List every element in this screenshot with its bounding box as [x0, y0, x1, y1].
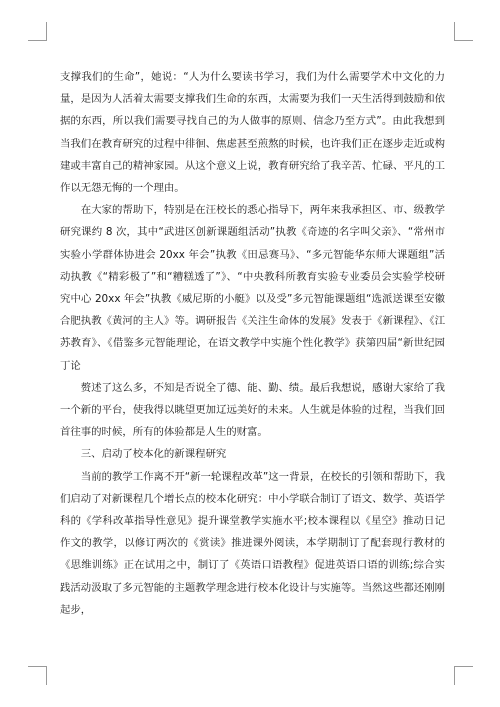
section-heading-curriculum-research: 三、启动了校本化的新课程研究: [80, 448, 227, 461]
crop-mark-bottom-right: [454, 666, 473, 685]
paragraph-curriculum-reform: 当前的教学工作离不开“新一轮课程改革”这一背景，在校长的引领和帮助下，我们启动了对新课程几个增长点的校本化研究：中小学联合制订了语文、数学、英语学科的《学科改革指导性意见》提升课堂教学实施水平;校本课程以《星空》推动日记作文的教学，以修订两次的《赏读》推进课外阅读，本学期制订了配套现行教材的《思维训练》正在试用之中，制订了《英语口语教程》促进英语口语的训练;综合实践活动汲取了多元智能的主题教学理念进行校本化设计与实施等。当然这些都还刚刚起步，: [60, 470, 445, 616]
paragraph-support-life: 支撑我们的生命”，她说：“人为什么要读书学习，我们为什么需要学术中文化的力量，是因为人活着太需要支撑我们生命的东西，太需要为我们一天生活得到鼓励和依据的东西，所以我们需要寻找自己的为人做事的原则、信念乃至方式”。由此我想到当我们在教育研究的过程中徘徊、焦虑甚至煎熬的时候，也许我们正在逐步走近或构建或丰富自己的精神家园。从这个意义上说，教育研究给了我辛苦、忙碌、平凡的工作以无怨无悔的一个理由。: [60, 71, 445, 195]
crop-mark-top-right: [454, 22, 473, 41]
crop-mark-top-left: [28, 22, 47, 41]
crop-mark-bottom-left: [28, 666, 47, 685]
paragraph-summary-thanks: 赘述了这么多，不知是否说全了德、能、勤、绩。最后我想说，感谢大家给了我一个新的平台，使我得以眺望更加辽远美好的未来。人生就是体验的过程，当我们回首往事的时候，所有的体验都是人生的财富。: [60, 381, 445, 439]
page-body: [60, 66, 445, 621]
paragraph-teaching-achievements: 在大家的帮助下，特别是在汪校长的悉心指导下，两年来我承担区、市、级教学研究课约 8 次，其中“武进区创新课题组活动”执教《奇迹的名字叫父亲》、“常州市实验小学群体协进会 20xx 年会”执教《田忌赛马》、“多元智能华东师大课题组”活动执教《“精彩极了”和“糟糕透了”》、“中央教科所教育实验专业委员会实验学校研究中心 20xx 年会”执教《威尼斯的小艇》以及受”多元智能课题组“选派送课至安徽合肥执教《黄河的主人》等。调研报告《关注生命体的发展》发表于《新课程》、《江苏教育》、《借鉴多元智能理论，在语文教学中实施个性化教学》获第四届“新世纪园丁论: [60, 204, 445, 372]
